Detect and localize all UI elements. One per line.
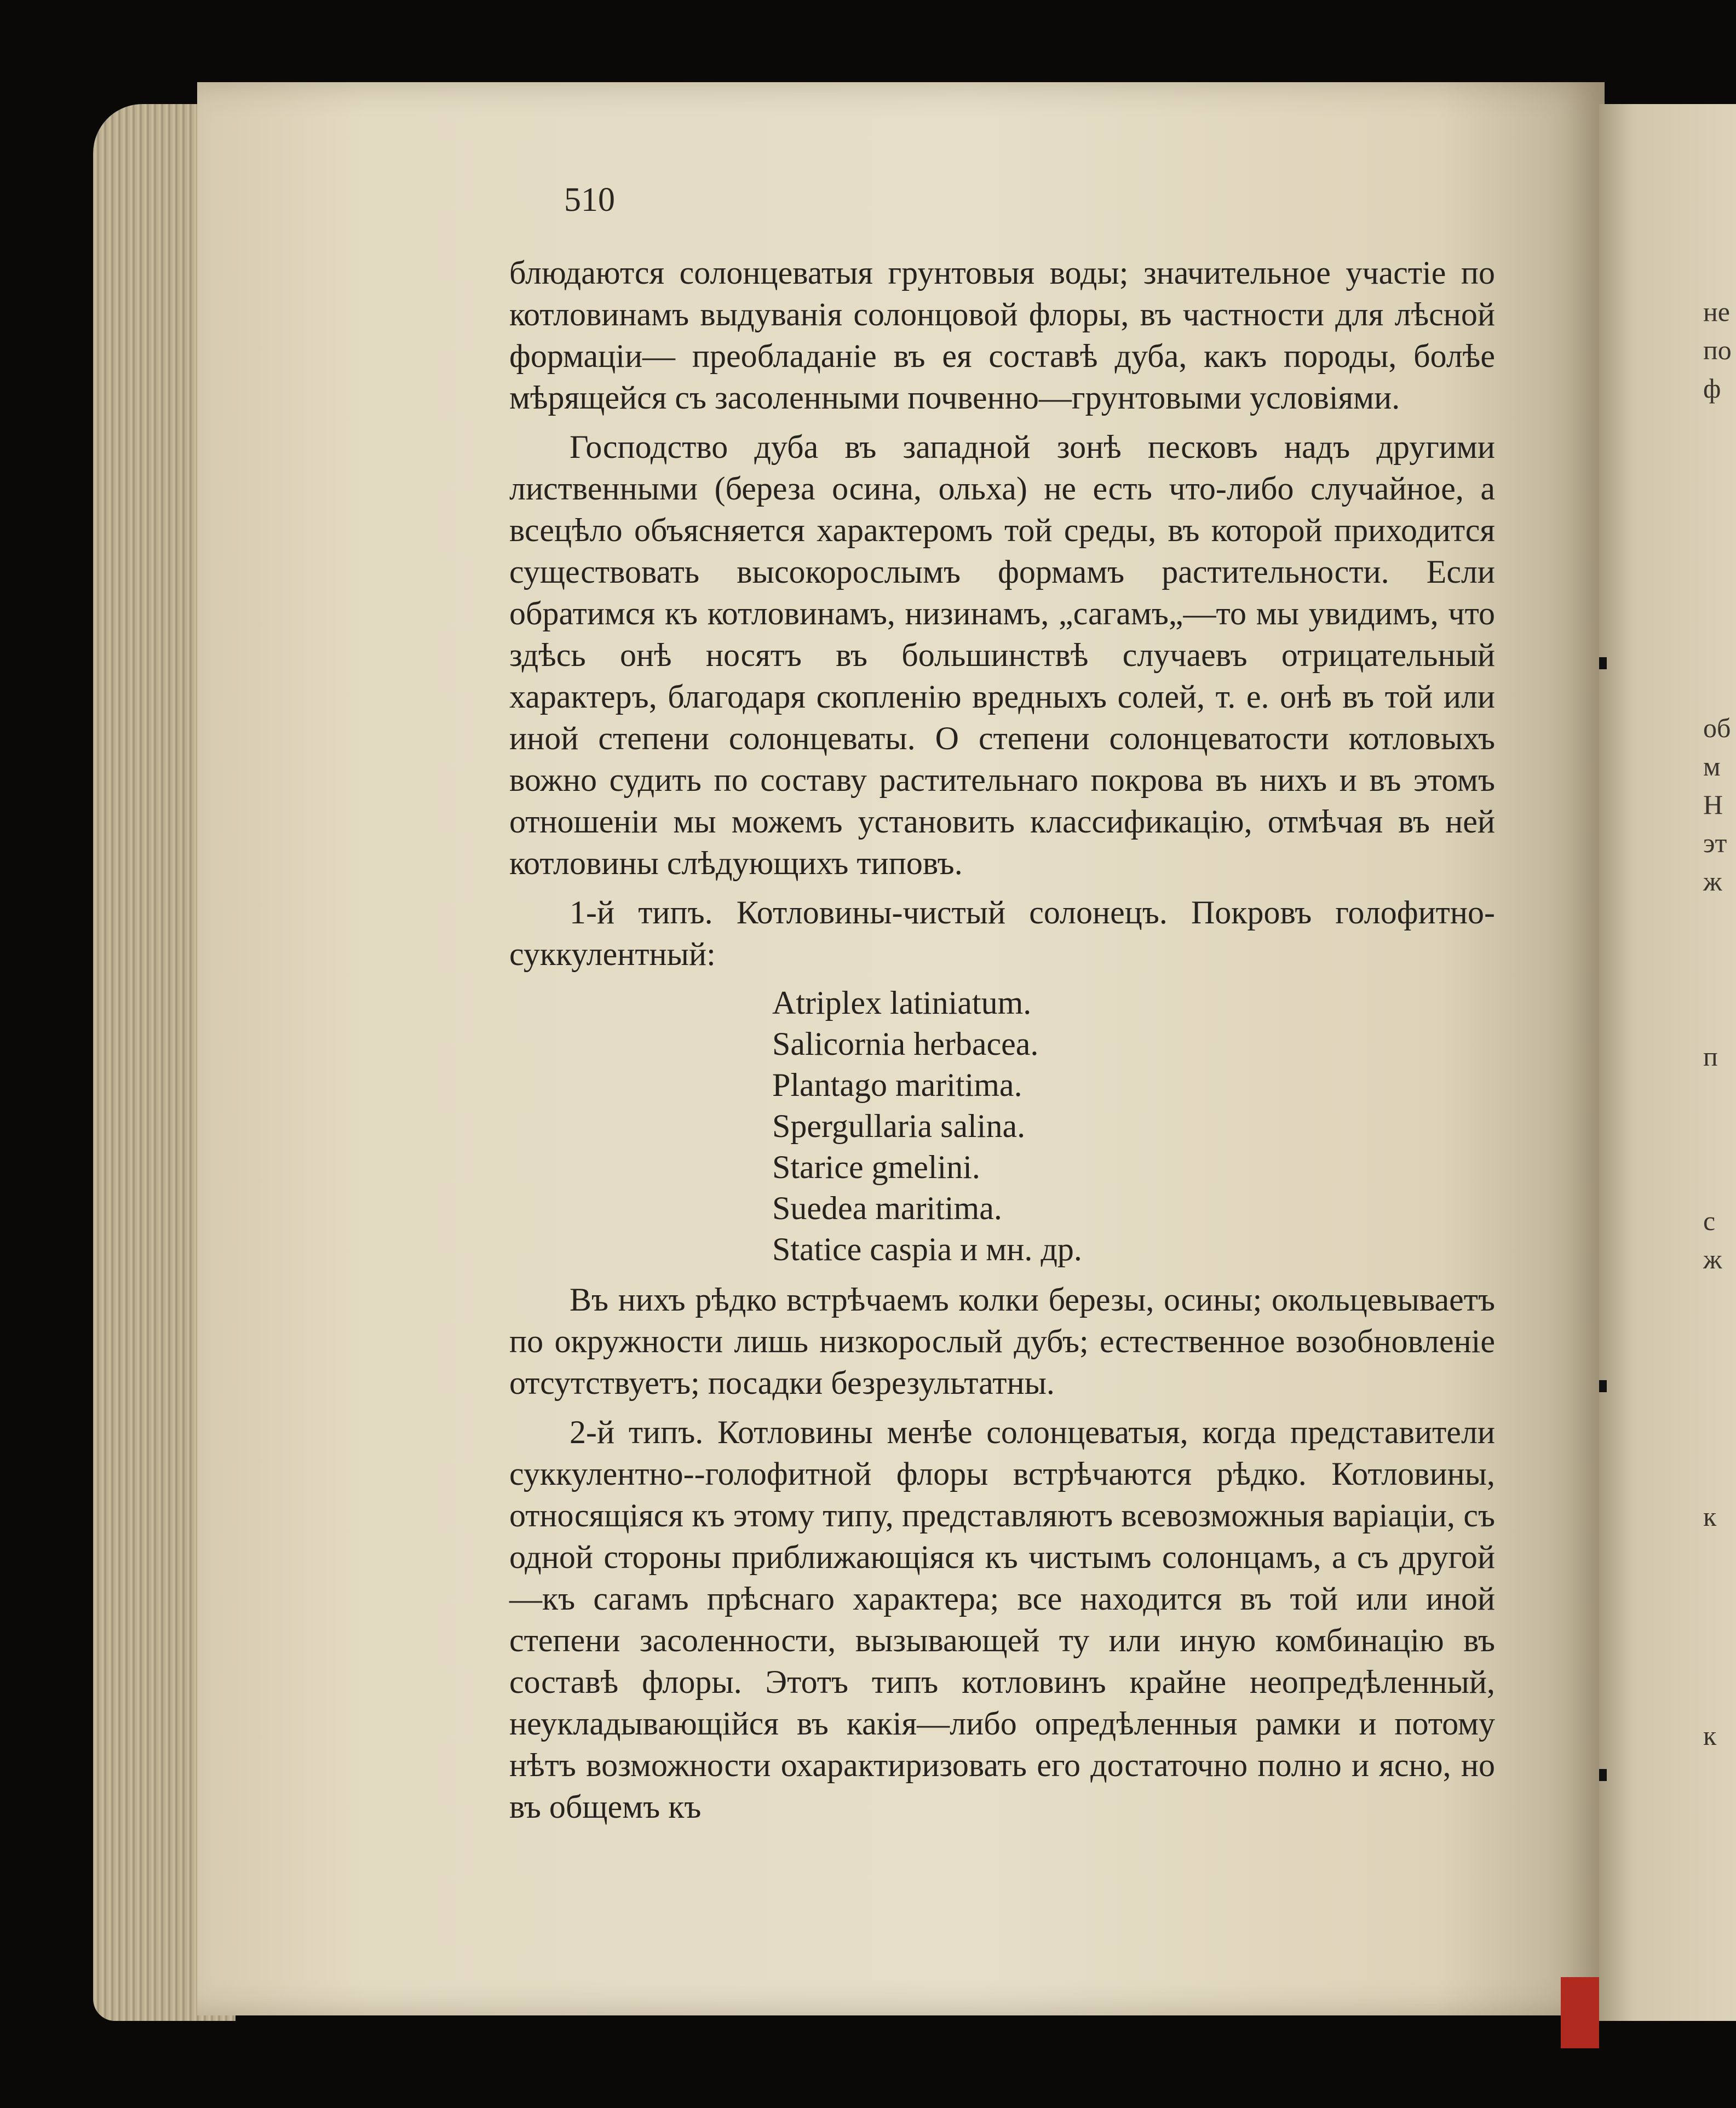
paragraph: 2-й типъ. Котловины менѣе солонцеватыя, когда представители суккулентно--голофитной флоры встрѣчаются рѣдко. Котловины, относящіяся къ этому типу, представляютъ всевозможныя варіаціи, съ одной стороны приближающіяся къ чистымъ солонцамъ, а съ другой—къ сагамъ прѣснаго характера; все находится въ той или иной степени засоленности, вызывающей ту или иную комбинацію въ составѣ флоры. Этотъ типъ котловинъ крайне неопредѣленный, неукладывающійся въ какія—либо опредѣленныя рамки и потому нѣтъ возможности охарактиризовать его достаточно полно и ясно, но въ общемъ къ: [509, 1414, 1495, 1825]
fragment: с: [1703, 1205, 1716, 1236]
bookmark-ribbon: [1561, 1977, 1599, 2048]
fragment: эт: [1703, 828, 1727, 858]
fragment: Н: [1703, 789, 1723, 820]
fragment: ж: [1703, 1244, 1722, 1274]
fragment: по: [1703, 335, 1732, 365]
species-item: Plantago maritima.: [772, 1067, 1022, 1103]
gutter-mark: [1599, 657, 1607, 669]
fragment: п: [1703, 1041, 1718, 1072]
fragment: к: [1703, 1501, 1717, 1532]
fragment: м: [1703, 751, 1721, 782]
species-item: Atriplex latiniatum.: [772, 985, 1032, 1021]
gutter-mark: [1599, 1769, 1607, 1781]
fragment: не: [1703, 296, 1730, 327]
paragraph: 1-й типъ. Котловины-чистый солонецъ. Покровъ голофитно-суккулентный:: [509, 894, 1495, 972]
fragment: ж: [1703, 866, 1722, 897]
species-list: [772, 983, 1495, 1270]
gutter-mark: [1599, 1380, 1607, 1392]
species-item: Statice caspia и мн. др.: [772, 1231, 1082, 1267]
fragment: об: [1703, 713, 1731, 743]
page-number: 510: [564, 181, 615, 219]
species-item: Starice gmelini.: [772, 1149, 980, 1185]
paragraph: блюдаются солонцеватыя грунтовыя воды; значительное участіе по котловинамъ выдуванія солонцовой флоры, въ частности для лѣсной формаціи— преобладаніе въ ея составѣ дуба, какъ породы, болѣе мѣрящейся съ засоленными почвенно—грунтовыми условіями.: [509, 255, 1495, 416]
species-item: Suedea maritima.: [772, 1190, 1002, 1226]
page-text: [509, 252, 1495, 1835]
paragraph: Въ нихъ рѣдко встрѣчаемъ колки березы, осины; окольцевываетъ по окружности лишь низкорослый дубъ; естественное возобновленіе отсутствуетъ; посадки безрезультатны.: [509, 1282, 1495, 1401]
fragment: к: [1703, 1720, 1717, 1751]
paragraph: Господство дуба въ западной зонѣ песковъ надъ другими лиственными (береза осина, ольха) не есть что-либо случайное, а всецѣло объясняется характеромъ той среды, въ которой приходится существовать высокорослымъ формамъ растительности. Если обратимся къ котловинамъ, низинамъ, „сагамъ„—то мы увидимъ, что здѣсь онѣ носятъ въ большинствѣ случаевъ отрицательный характеръ, благодаря скопленію вредныхъ солей, т. е. онѣ въ той или иной степени солонцеваты. О степени солонцеватости котловыхъ вожно судить по составу растительнаго покрова въ нихъ и въ этомъ отношеніи мы можемъ установить классификацію, отмѣчая въ ней котловины слѣдующихъ типовъ.: [509, 429, 1495, 881]
fragment: ф: [1703, 373, 1721, 404]
species-item: Salicornia herbacea.: [772, 1026, 1039, 1062]
species-item: Spergullaria salina.: [772, 1108, 1026, 1144]
